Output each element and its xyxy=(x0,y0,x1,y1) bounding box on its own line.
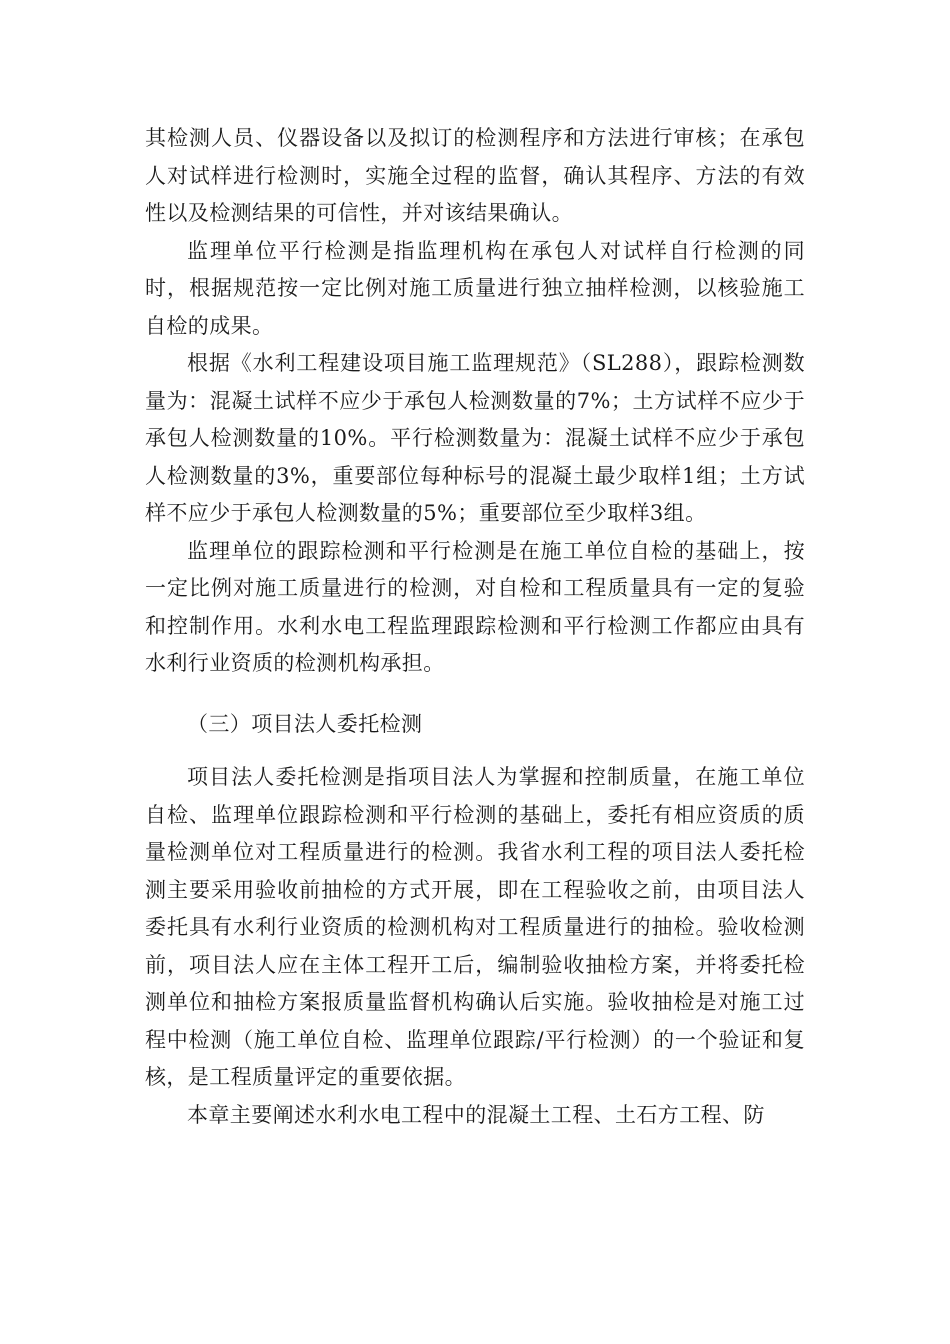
paragraph-owner-commissioned-testing: 项目法人委托检测是指项目法人为掌握和控制质量，在施工单位自检、监理单位跟踪检测和平行检测的基础上，委托有相应资质的质量检测单位对工程质量进行的检测。我省水利工程的项目法人委托检测主要采用验收前抽检的方式开展，即在工程验收之前，由项目法人委托具有水利行业资质的检测机构对工程质量进行的抽检。验收检测前，项目法人应在主体工程开工后，编制验收抽检方案，并将委托检测单位和抽检方案报质量监督机构确认后实施。验收抽检是对施工过程中检测（施工单位自检、监理单位跟踪/平行检测）的一个验证和复核，是工程质量评定的重要依据。 xyxy=(145,765,805,1089)
document-body xyxy=(145,120,805,1134)
paragraph-supervision-role: 监理单位的跟踪检测和平行检测是在施工单位自检的基础上，按一定比例对施工质量进行的检测，对自检和工程质量具有一定的复验和控制作用。水利水电工程监理跟踪检测和平行检测工作都应由具有水利行业资质的检测机构承担。 xyxy=(145,538,805,675)
section-heading: （三）项目法人委托检测 xyxy=(187,711,423,736)
paragraph-parallel-testing: 监理单位平行检测是指监理机构在承包人对试样自行检测的同时，根据规范按一定比例对施工质量进行独立抽样检测，以核验施工自检的成果。 xyxy=(145,238,805,338)
paragraph-chapter-intro: 本章主要阐述水利水电工程中的混凝土工程、土石方工程、防 xyxy=(187,1102,765,1127)
paragraph-testing-quantity: 根据《水利工程建设项目施工监理规范》（SL288），跟踪检测数量为：混凝土试样不应少于承包人检测数量的7%；土方试样不应少于承包人检测数量的10%。平行检测数量为：混凝土试样不应少于承包人检测数量的3%，重要部位每种标号的混凝土最少取样1组；土方试样不应少于承包人检测数量的5%；重要部位至少取样3组。 xyxy=(145,351,805,525)
paragraph-continuation: 其检测人员、仪器设备以及拟订的检测程序和方法进行审核；在承包人对试样进行检测时，实施全过程的监督，确认其程序、方法的有效性以及检测结果的可信性，并对该结果确认。 xyxy=(145,126,805,225)
